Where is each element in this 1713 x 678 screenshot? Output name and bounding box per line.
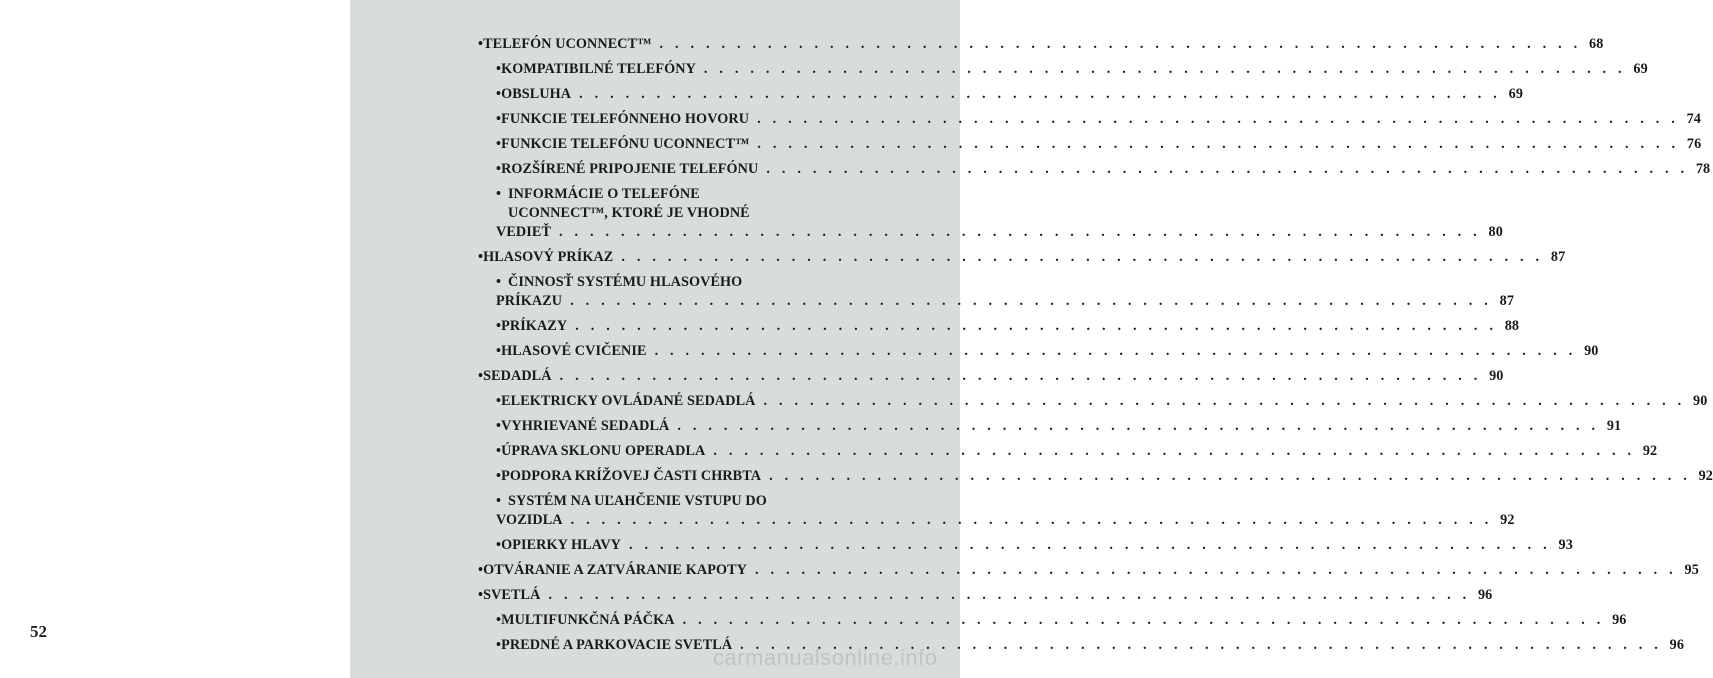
toc-entry[interactable] xyxy=(478,273,1515,311)
dot-leader: . . . . . . . . . . . . . . . . . . . . . . . . . . . . . . . . . . . . . . . . . . . . . . . . . . . . . . . . . . . . xyxy=(629,537,1551,553)
toc-entry-page: 92 xyxy=(1500,512,1515,528)
toc-entry-label: VYHRIEVANÉ SEDADLÁ xyxy=(501,418,670,434)
toc-entry-page: 92 xyxy=(1698,468,1713,484)
toc-entry-label: PRÍKAZY xyxy=(501,318,568,334)
toc-entry[interactable] xyxy=(478,536,1573,555)
dot-leader: . . . . . . . . . . . . . . . . . . . . . . . . . . . . . . . . . . . . . . . . . . . . . . . . . . . . . . . . . . . . xyxy=(713,443,1636,459)
bullet-icon: • xyxy=(496,493,502,509)
toc-entry[interactable] xyxy=(478,135,1702,154)
toc-entry-label: OBSLUHA xyxy=(501,86,572,102)
toc-entry[interactable] xyxy=(478,342,1599,361)
toc-entry-page: 96 xyxy=(1477,587,1493,603)
toc-entry-label: HLASOVÉ CVIČENIE xyxy=(501,343,647,359)
toc-entry-page: 92 xyxy=(1642,443,1658,459)
toc-entry[interactable] xyxy=(478,60,1648,79)
dot-leader: . . . . . . . . . . . . . . . . . . . . . . . . . . . . . . . . . . . . . . . . . . . . . . . . . . . . . . . . . . . . xyxy=(559,368,1482,384)
toc-entry-page: 76 xyxy=(1686,136,1702,152)
toc-entry-label: VEDIEŤ xyxy=(496,224,552,240)
toc-entry[interactable] xyxy=(478,561,1699,580)
toc-entry-page: 90 xyxy=(1693,393,1708,409)
toc-entry-label: MULTIFUNKČNÁ PÁČKA xyxy=(501,612,675,628)
toc-entry-label: KOMPATIBILNÉ TELEFÓNY xyxy=(501,61,696,77)
bullet-icon: • xyxy=(496,343,502,359)
toc-entry[interactable] xyxy=(478,442,1658,461)
page-number: 52 xyxy=(30,622,47,641)
left-page xyxy=(0,0,350,678)
bullet-icon: • xyxy=(496,61,502,77)
toc-entry-page: 90 xyxy=(1584,343,1599,359)
bullet-icon: • xyxy=(496,468,502,484)
toc-entry[interactable] xyxy=(478,248,1566,267)
bullet-icon: • xyxy=(496,443,502,459)
bullet-icon: • xyxy=(496,136,502,152)
toc-entry-page: 74 xyxy=(1686,111,1701,127)
bullet-icon: • xyxy=(496,537,502,553)
toc-entry-label: FUNKCIE TELEFÓNNEHO HOVORU xyxy=(501,111,750,127)
dot-leader: . . . . . . . . . . . . . . . . . . . . . . . . . . . . . . . . . . . . . . . . . . . . . . . . . . . . . . . . . . . . xyxy=(757,111,1679,127)
toc-entry-label: INFORMÁCIE O TELEFÓNE xyxy=(508,186,700,202)
toc-entry-label: PREDNÉ A PARKOVACIE SVETLÁ xyxy=(501,637,733,653)
toc-entry[interactable] xyxy=(478,317,1520,336)
toc-entry-page: 69 xyxy=(1508,86,1524,102)
toc-entry[interactable] xyxy=(478,160,1711,179)
toc-entry-page: 87 xyxy=(1499,293,1515,309)
bullet-icon: • xyxy=(496,86,502,102)
toc-entry-label: FUNKCIE TELEFÓNU UCONNECT™ xyxy=(501,136,750,152)
dot-leader: . . . . . . . . . . . . . . . . . . . . . . . . . . . . . . . . . . . . . . . . . . . . . . . . . . . . . . . . . . . . xyxy=(659,36,1582,52)
toc-entry-label: ÚPRAVA SKLONU OPERADLA xyxy=(501,443,706,459)
dot-leader: . . . . . . . . . . . . . . . . . . . . . . . . . . . . . . . . . . . . . . . . . . . . . . . . . . . . . . . . . . . . xyxy=(755,562,1677,578)
toc-entry-page: 93 xyxy=(1558,537,1573,553)
table-of-contents xyxy=(478,35,1713,661)
toc-entry[interactable] xyxy=(478,417,1622,436)
toc-entry-page: 95 xyxy=(1684,562,1699,578)
toc-entry-page: 88 xyxy=(1504,318,1520,334)
dot-leader: . . . . . . . . . . . . . . . . . . . . . . . . . . . . . . . . . . . . . . . . . . . . . . . . . . . . . . . . . . . . xyxy=(559,224,1481,240)
toc-entry-page: 90 xyxy=(1489,368,1504,384)
toc-entry-page: 96 xyxy=(1669,637,1685,653)
dot-leader: . . . . . . . . . . . . . . . . . . . . . . . . . . . . . . . . . . . . . . . . . . . . . . . . . . . . . . . . . . . . xyxy=(703,61,1626,77)
dot-leader: . . . . . . . . . . . . . . . . . . . . . . . . . . . . . . . . . . . . . . . . . . . . . . . . . . . . . . . . . . . . xyxy=(654,343,1577,359)
toc-entry[interactable] xyxy=(478,185,1503,242)
toc-entry-page: 68 xyxy=(1589,36,1604,52)
bullet-icon: • xyxy=(496,418,502,434)
dot-leader: . . . . . . . . . . . . . . . . . . . . . . . . . . . . . . . . . . . . . . . . . . . . . . . . . . . . . . . . . . . . xyxy=(740,637,1663,653)
toc-entry-label: SYSTÉM NA UĽAHČENIE VSTUPU DO xyxy=(508,493,767,509)
toc-entry[interactable] xyxy=(478,492,1515,530)
dot-leader: . . . . . . . . . . . . . . . . . . . . . . . . . . . . . . . . . . . . . . . . . . . . . . . . . . . . . . . . . . . . xyxy=(757,136,1680,152)
bullet-icon: • xyxy=(478,36,484,52)
dot-leader: . . . . . . . . . . . . . . . . . . . . . . . . . . . . . . . . . . . . . . . . . . . . . . . . . . . . . . . . . . . . xyxy=(570,293,1493,309)
bullet-icon: • xyxy=(496,318,502,334)
dot-leader: . . . . . . . . . . . . . . . . . . . . . . . . . . . . . . . . . . . . . . . . . . . . . . . . . . . . . . . . . . . . xyxy=(682,612,1605,628)
toc-entry[interactable] xyxy=(478,367,1504,386)
toc-entry-label: SEDADLÁ xyxy=(483,368,552,384)
toc-entry-label: VOZIDLA xyxy=(496,512,563,528)
toc-entry-page: 91 xyxy=(1606,418,1622,434)
right-page xyxy=(350,0,1713,678)
dot-leader: . . . . . . . . . . . . . . . . . . . . . . . . . . . . . . . . . . . . . . . . . . . . . . . . . . . . . . . . . . . . xyxy=(621,249,1544,265)
toc-entry-page: 78 xyxy=(1695,161,1711,177)
bullet-icon: • xyxy=(496,111,502,127)
toc-entry-page: 80 xyxy=(1488,224,1503,240)
bullet-icon: • xyxy=(496,637,502,653)
toc-entry-label: SVETLÁ xyxy=(483,587,541,603)
toc-entry-label: OPIERKY HLAVY xyxy=(501,537,622,553)
toc-entry[interactable] xyxy=(478,110,1701,129)
toc-entry[interactable] xyxy=(478,467,1713,486)
toc-entry-page: 96 xyxy=(1612,612,1627,628)
toc-entry-label: OTVÁRANIE A ZATVÁRANIE KAPOTY xyxy=(483,562,748,578)
toc-entry-label: UCONNECT™, KTORÉ JE VHODNÉ xyxy=(508,205,750,221)
toc-entry-label: ROZŠÍRENÉ PRIPOJENIE TELEFÓNU xyxy=(501,161,759,177)
toc-entry[interactable] xyxy=(478,35,1604,54)
bullet-icon: • xyxy=(496,186,502,202)
toc-entry-label: ČINNOSŤ SYSTÉMU HLASOVÉHO xyxy=(508,274,743,290)
dot-leader: . . . . . . . . . . . . . . . . . . . . . . . . . . . . . . . . . . . . . . . . . . . . . . . . . . . . . . . . . . . . xyxy=(766,161,1689,177)
toc-entry-label: PODPORA KRÍŽOVEJ ČASTI CHRBTA xyxy=(501,468,762,484)
toc-entry[interactable] xyxy=(478,586,1493,605)
toc-entry[interactable] xyxy=(478,85,1524,104)
bullet-icon: • xyxy=(496,161,502,177)
toc-entry-label: HLASOVÝ PRÍKAZ xyxy=(483,249,614,265)
bullet-icon: • xyxy=(496,393,502,409)
toc-entry-label: PRÍKAZU xyxy=(496,293,563,309)
toc-entry-label: TELEFÓN UCONNECT™ xyxy=(483,36,652,52)
bullet-icon: • xyxy=(478,368,484,384)
dot-leader: . . . . . . . . . . . . . . . . . . . . . . . . . . . . . . . . . . . . . . . . . . . . . . . . . . . . . . . . . . . . xyxy=(570,512,1493,528)
dot-leader: . . . . . . . . . . . . . . . . . . . . . . . . . . . . . . . . . . . . . . . . . . . . . . . . . . . . . . . . . . . . xyxy=(579,86,1502,102)
bullet-icon: • xyxy=(478,587,484,603)
dot-leader: . . . . . . . . . . . . . . . . . . . . . . . . . . . . . . . . . . . . . . . . . . . . . . . . . . . . . . . . . . . . xyxy=(575,318,1498,334)
bullet-icon: • xyxy=(478,562,484,578)
toc-entry-page: 69 xyxy=(1633,61,1648,77)
dot-leader: . . . . . . . . . . . . . . . . . . . . . . . . . . . . . . . . . . . . . . . . . . . . . . . . . . . . . . . . . . . . xyxy=(763,393,1686,409)
dot-leader: . . . . . . . . . . . . . . . . . . . . . . . . . . . . . . . . . . . . . . . . . . . . . . . . . . . . . . . . . . . . xyxy=(548,587,1471,603)
toc-entry-label: ELEKTRICKY OVLÁDANÉ SEDADLÁ xyxy=(501,393,756,409)
toc-entry[interactable] xyxy=(478,392,1708,411)
bullet-icon: • xyxy=(496,612,502,628)
dot-leader: . . . . . . . . . . . . . . . . . . . . . . . . . . . . . . . . . . . . . . . . . . . . . . . . . . . . . . . . . . . . xyxy=(677,418,1600,434)
watermark: carmanualsonline.info xyxy=(713,645,938,670)
bullet-icon: • xyxy=(496,274,502,290)
toc-entry[interactable] xyxy=(478,611,1627,630)
toc-entry-page: 87 xyxy=(1550,249,1566,265)
dot-leader: . . . . . . . . . . . . . . . . . . . . . . . . . . . . . . . . . . . . . . . . . . . . . . . . . . . . . . . . . . . . xyxy=(769,468,1691,484)
bullet-icon: • xyxy=(478,249,484,265)
